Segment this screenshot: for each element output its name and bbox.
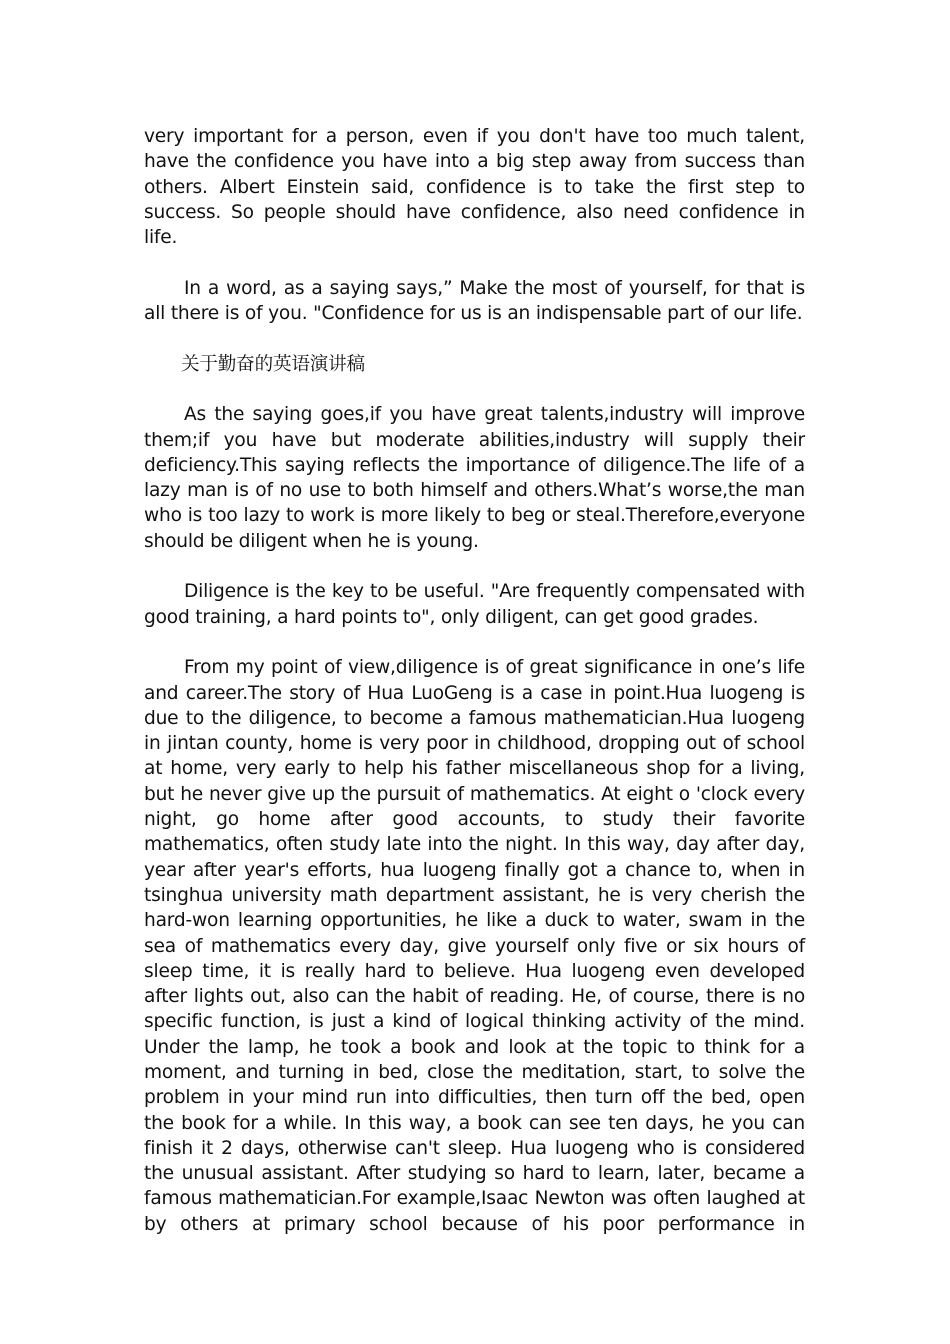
paragraph-confidence-conclusion: In a word, as a saying says,” Make the most of yourself, for that is all there is of you. "Confidence for us is an indispensable part of our life.: [144, 277, 805, 325]
paragraph-diligence-key: Diligence is the key to be useful. "Are frequently compensated with good training, a hard points to", only diligent, can get good grades.: [144, 581, 805, 628]
paragraph-confidence-continued: very important for a person, even if you don't have too much talent, have the confidence you have into a big step away from success than others. Albert Einstein said, confidence is to take the first step to success. So people should have confidence, also need confidence in life.: [144, 126, 805, 249]
paragraph-diligence-intro: As the saying goes,if you have great talents,industry will improve them;if you have but moderate abilities,industry will supply their deficiency.This saying reflects the importance of diligence.The life of a lazy man is of no use to both himself and others.What’s worse,the man who is too lazy to work is more likely to beg or steal.Therefore,everyone should be diligent when he is young.: [144, 404, 805, 552]
section-heading: 关于勤奋的英语演讲稿: [181, 353, 365, 375]
paragraph-diligence-example: From my point of view,diligence is of great significance in one’s life and career.The story of Hua LuoGeng is a case in point.Hua luogeng is due to the diligence, to become a famous mathematician.Hua luogeng in jintan county, home is very poor in childhood, dropping out of school at home, very early to help his father miscellaneous shop for a living, but he never give up the pursuit of mathematics. At eight o 'clock every night, go home after good accounts, to study their favorite mathematics, often study late into the night. In this way, day after day, year after year's efforts, hua luogeng finally got a chance to, when in tsinghua university math department assistant, he is very cherish the hard-won learning opportunities, he like a duck to water, swam in the sea of mathematics every day, give yourself only five or six hours of sleep time, it is really hard to believe. Hua luogeng even developed after lights out, also can the habit of reading. He, of course, there is no specific function, is just a kind of logical thinking activity of the mind. Under the lamp, he took a book and look at the topic to think for a moment, and turning in bed, close the meditation, start, to solve the problem in your mind run into difficulties, then turn off the bed, open the book for a while. In this way, a book can see ten days, he you can finish it 2 days, otherwise can't sleep. Hua luogeng who is considered the unusual assistant. After studying so hard to learn, later, became a famous mathematician.For example,Isaac Newton was often laughed at by others at primary school because of his poor performance in: [144, 657, 805, 1235]
page-content: [144, 124, 805, 1262]
